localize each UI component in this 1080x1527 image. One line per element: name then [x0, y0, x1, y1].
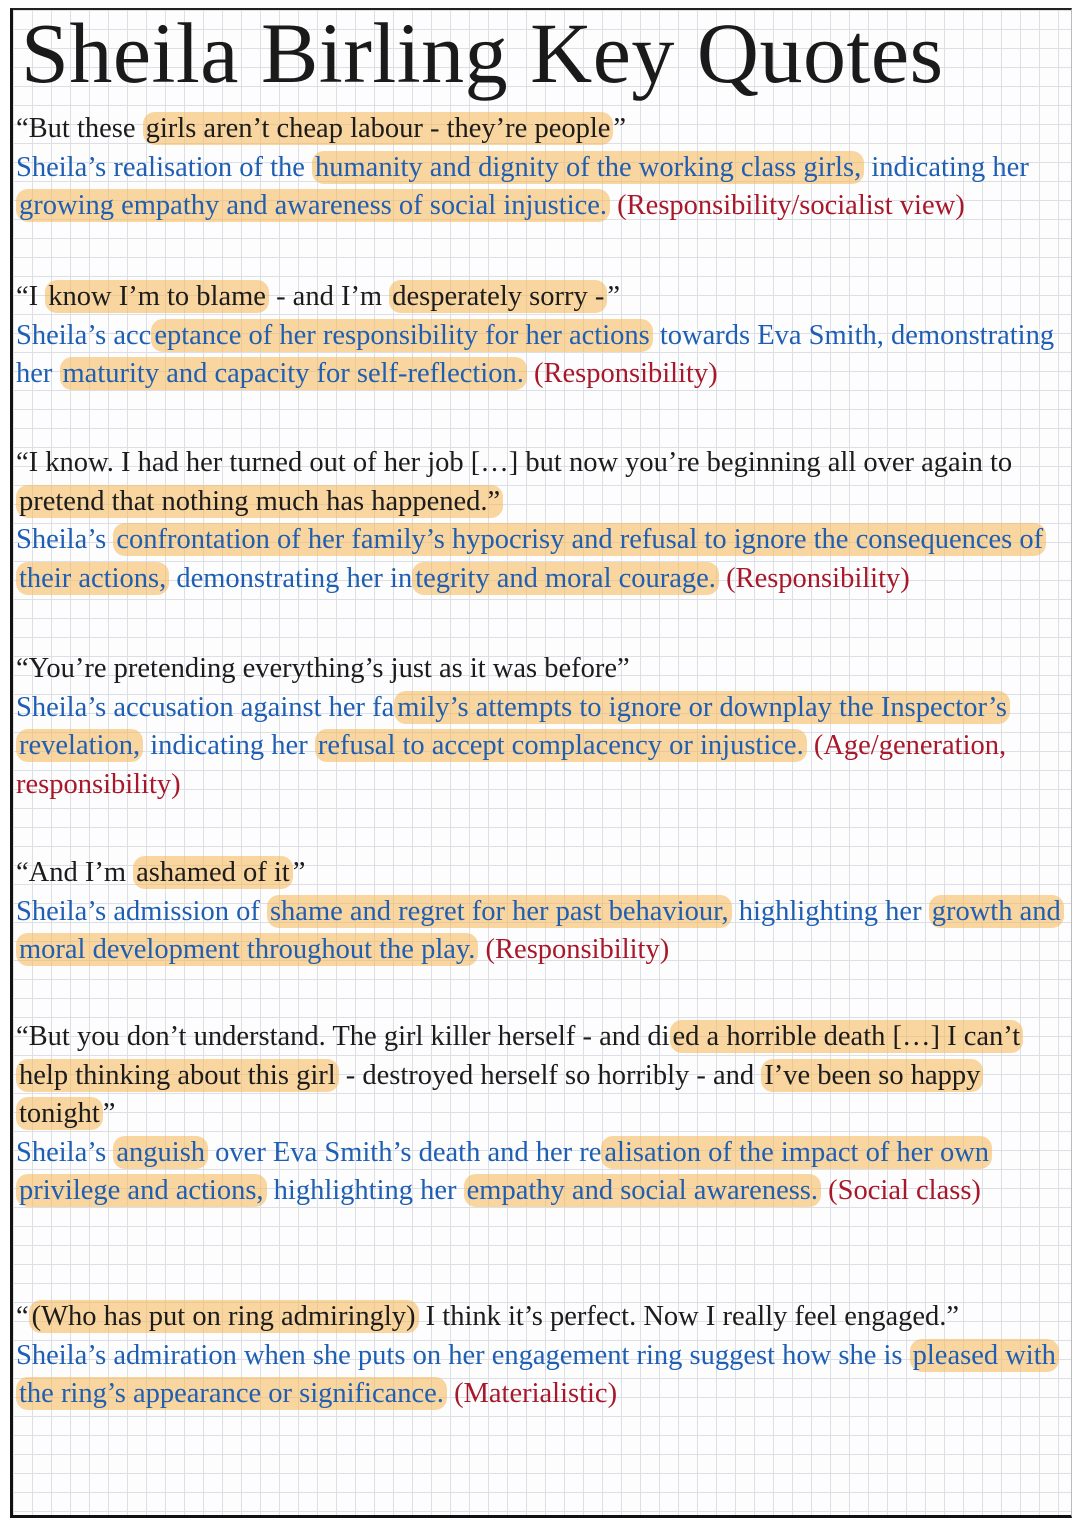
text-run: towards Eva Smith, demonstrating her: [16, 319, 1055, 389]
highlighted-text: anguish: [113, 1136, 208, 1169]
quote-text: [16, 854, 1071, 893]
grid-paper-sheet: [10, 5, 1072, 1518]
quote-entry-7: [16, 1298, 1071, 1414]
text-run: Sheila’s admiration when she puts on her engagement ring suggest how she is: [16, 1339, 910, 1371]
text-run: Sheila’s realisation of the: [16, 151, 313, 183]
text-run: “You’re pretending everything’s just as it was before”: [16, 653, 630, 684]
quote-text: [16, 650, 1071, 689]
highlighted-text: girls aren’t cheap labour - they’re people: [143, 112, 614, 145]
highlighted-text: shame and regret for her past behaviour,: [267, 895, 732, 928]
highlighted-text: I’ve been so happy tonight: [16, 1059, 983, 1131]
highlighted-text: pleased with the ring’s appearance or significance.: [16, 1339, 1059, 1411]
text-run: demonstrating her in: [169, 562, 413, 594]
quote-text: [16, 278, 1071, 317]
theme-label: (Responsibility): [718, 562, 910, 594]
page-title: Sheila Birling Key Quotes: [21, 5, 944, 101]
analysis-text: [16, 317, 1071, 394]
highlighted-text: ed a horrible death […] I can’t help thinking about this girl: [16, 1020, 1023, 1092]
quote-entry-3: [16, 444, 1071, 598]
text-run: I think it’s perfect. Now I really feel engaged.”: [418, 1301, 960, 1332]
text-run: highlighting her: [266, 1175, 464, 1206]
highlighted-text: know I’m to blame: [45, 280, 269, 313]
highlighted-text: growing empathy and awareness of social injustice.: [16, 189, 610, 222]
theme-label: (Social class): [821, 1175, 981, 1206]
quote-text: [16, 110, 1071, 149]
text-run: “I know. I had her turned out of her job […] but now you’re beginning all over again to: [16, 447, 1013, 478]
theme-label: (Responsibility/socialist view): [610, 190, 965, 221]
highlighted-text: eptance of her responsibility for her actions: [151, 319, 652, 352]
theme-label: (Materialistic): [446, 1378, 618, 1409]
analysis-text: [16, 521, 1071, 598]
text-run: “And I’m: [16, 857, 134, 888]
highlighted-text: mily’s attempts to ignore or downplay the Inspector’s revelation,: [16, 691, 1010, 763]
theme-label: (Responsibility): [526, 358, 718, 389]
analysis-text: [16, 149, 1071, 226]
text-run: highlighting her: [731, 895, 929, 927]
highlighted-text: pretend that nothing much has happened.”: [16, 485, 503, 518]
quote-text: [16, 1018, 1071, 1134]
theme-label: (Responsibility): [478, 934, 670, 965]
highlighted-text: refusal to accept complacency or injustice.: [315, 729, 807, 762]
quote-text: [16, 444, 1071, 521]
highlighted-text: growth and moral development throughout the play.: [16, 895, 1064, 967]
text-run: Sheila’s: [16, 1136, 114, 1168]
text-run: over Eva Smith’s death and her re: [208, 1136, 602, 1168]
text-run: “But these: [16, 113, 143, 144]
text-run: - and I’m: [268, 281, 390, 312]
analysis-text: [16, 1134, 1071, 1211]
text-run: Sheila’s admission of: [16, 895, 267, 927]
highlighted-text: desperately sorry -: [389, 280, 607, 313]
text-run: ”: [102, 1098, 116, 1129]
text-run: Sheila’s: [16, 524, 114, 555]
highlighted-text: alisation of the impact of her own privilege and actions,: [16, 1136, 992, 1208]
highlighted-text: confrontation of her family’s hypocrisy and refusal to ignore the consequences of their actions,: [16, 523, 1046, 595]
text-run: “I: [16, 281, 46, 312]
analysis-text: [16, 893, 1071, 970]
text-run: - destroyed herself so horribly - and: [338, 1059, 762, 1091]
text-run: ”: [613, 113, 627, 144]
highlighted-text: (Who has put on ring admiringly): [29, 1300, 419, 1333]
highlighted-text: humanity and dignity of the working class girls,: [312, 151, 864, 184]
highlighted-text: maturity and capacity for self-reflection.: [60, 357, 527, 390]
text-run: ”: [607, 281, 620, 312]
quote-entry-5: [16, 854, 1071, 970]
quote-text: [16, 1298, 1071, 1337]
theme-label: (Age/generation, responsibility): [16, 730, 1007, 800]
highlighted-text: tegrity and moral courage.: [412, 562, 719, 595]
analysis-text: [16, 689, 1071, 805]
highlighted-text: empathy and social awareness.: [464, 1174, 821, 1207]
highlighted-text: ashamed of it: [133, 856, 293, 889]
quote-entry-1: [16, 110, 1071, 226]
text-run: “But you don’t understand. The girl killer herself - and di: [16, 1021, 670, 1052]
text-run: ”: [292, 857, 306, 888]
analysis-text: [16, 1337, 1071, 1414]
quote-entry-2: [16, 278, 1071, 394]
quote-entry-6: [16, 1018, 1071, 1211]
quote-entry-4: [16, 650, 1071, 804]
text-run: Sheila’s acc: [16, 319, 152, 351]
text-run: “: [16, 1301, 29, 1332]
text-run: Sheila’s accusation against her fa: [16, 691, 395, 723]
text-run: indicating her: [864, 151, 1029, 183]
text-run: indicating her: [143, 730, 315, 761]
